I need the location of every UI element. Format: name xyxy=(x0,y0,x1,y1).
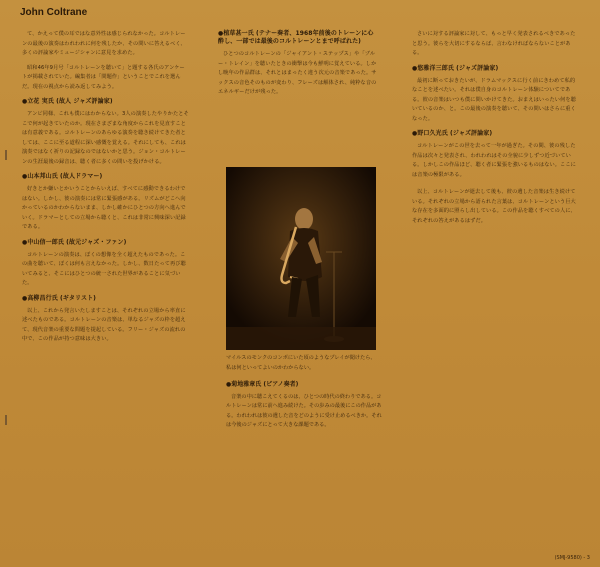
section-heading: ●野口久光氏 (ジャズ評論家) xyxy=(412,130,493,137)
section-heading: ●植草甚一氏 (テナー奏者、1968年前後のトレーンに心酔し、一部では最後のコルトレーンとまで呼ばれた) xyxy=(218,30,374,45)
paragraph: 音楽の中に聴こえてくるのは、ひとつの時代の終わりである。コルトレーンは常に前へ進み続けた。その歩みの最後にこの作品がある。われわれは彼の遺した音をどのように受け止めるべきか。それは今後のジャズにとって大きな課題である。 xyxy=(226,393,382,428)
paragraph: 以上、これから発言いたしますことは、それぞれの立場から率直に述べたものである。コルトレーンの音楽は、単なるジャズの枠を超えて、現代音楽の重要な問題を提起している。フリー・ジャズの流れの中で、この作品が持つ意味は大きい。 xyxy=(22,307,186,342)
paragraph: ひとつのコルトレーンの「ジャイアント・ステップス」や「ブルー・トレイン」を聴いたときの衝撃は今も鮮明に覚えている。しかし晩年の作品群は、それとはまったく違う次元の音楽であった。サックスの音色そのものが変わり、フレーズは解体され、純粋な音のエネルギーだけが残った。 xyxy=(218,51,377,95)
page-edge-mark xyxy=(5,415,7,425)
text-column-1 xyxy=(22,30,190,350)
paragraph: コルトレーンの演奏は、ぼくの想像を全く超えたものであった。この曲を聴いて、ぼくは何も言えなかった。しかし、数日たって再び聴いてみると、そこにはひとつの統一された世界があることに気づいた。 xyxy=(22,251,186,286)
page-header-title: John Coltrane xyxy=(20,7,88,18)
paragraph: て、かえって僕の耳ではな意外性は感じられなかった。コルトレーンの最後の演奏はわれわれに何を残したか、その問いに答えるべく、多くの評論家やミュージシャンに意見を求めた。 xyxy=(22,31,186,56)
section-heading: ●山本邦山氏 (故人ドラマー) xyxy=(22,173,103,180)
performer-photo xyxy=(226,167,376,350)
page-edge-mark xyxy=(5,150,7,160)
catalog-code: (SMJ-9580) - 3 xyxy=(554,555,590,561)
paragraph: 最初に断っておきたいが、ドラムマックスに行く前にきわめて私的なことを述べたい。それは僕自身のコルトレーン体験についてである。彼の音楽はいつも僕に問いかけてきた。おまえはいったい何を聴いているのか、と。この最後の演奏を聴いて、その問いはさらに重くなった。 xyxy=(412,77,576,122)
paragraph: 昭和46年9月号「コルトレーンを聴いて」と題する各氏のアンケートが掲載されていた。編集者は「問題作」ということでこれを選んだ。現在の視点から読み返してみよう。 xyxy=(22,64,185,90)
paragraph: 好きとか嫌いとかいうことからいえば、すべてに感動できるわけではない。しかし、彼の演奏には常に緊張感がある。リズムがどこへ向かっているのかわからないまま、しかし確かにひとつの方向へ進んでいく。ドラマーとしての立場から聴くと、これは非常に興味深い記録である。 xyxy=(22,186,186,230)
photo-caption: マイルスのモンクのコンボにいた頃のようなプレイが聞けたら、私は何といってよいのかわからない。 xyxy=(226,355,376,371)
section-heading: ●悠雅洋三郎氏 (ジャズ評論家) xyxy=(412,64,499,72)
text-column-3 xyxy=(412,30,580,231)
paragraph: コルトレーンがこの世を去って一年が過ぎた。その間、彼の残した作品は次々と発表され、われわれはその全貌に少しずつ近づいている。しかしこの作品ほど、聴く者に緊張を強いるものはない。ここには音楽の極限がある。 xyxy=(412,143,576,178)
section-heading: ●高柳昌行氏 (ギタリスト) xyxy=(22,294,97,302)
paragraph: 以上、コルトレーンが逝去して後も、彼の遺した音楽は生き続けている。それぞれの立場から語られた言葉は、コルトレーンという巨大な存在を多面的に照らし出している。この作品を聴くすべての人に、それぞれの答えがあるはずだ。 xyxy=(412,189,576,224)
section-heading: ●中山信一郎氏 (故元ジャズ・ファン) xyxy=(22,238,127,246)
text-column-2 xyxy=(218,30,378,103)
text-column-2-lower xyxy=(226,380,386,431)
section-heading: ●立花 実氏 (故人 ジャズ評論家) xyxy=(22,98,113,105)
paragraph: アンビ同様、これも僕にはわからない。3人の演奏したやりかたとそこで何が起きていたのか。現在さまざまな角度からこれを見直すことは有意義である。コルトレーンのあらゆる演奏を聴き続けてきた者としては、ここに至る道程に深い感慨を覚える。それにしても、これは演奏ではなく祈りの記録なのではないかと思う。ジョン・コルトレーンの生涯最後の録音は、聴く者に多くの問いを投げかける。 xyxy=(22,111,189,165)
section-heading: ●菊地雅章氏 (ピアノ奏者) xyxy=(226,381,299,388)
saxophonist-image xyxy=(226,167,376,350)
paragraph: さいに対する評論家に対して、もっと早く発表されるべきであったと思う。彼らを大切にするならば、言わなければならないことがある。 xyxy=(412,31,576,56)
